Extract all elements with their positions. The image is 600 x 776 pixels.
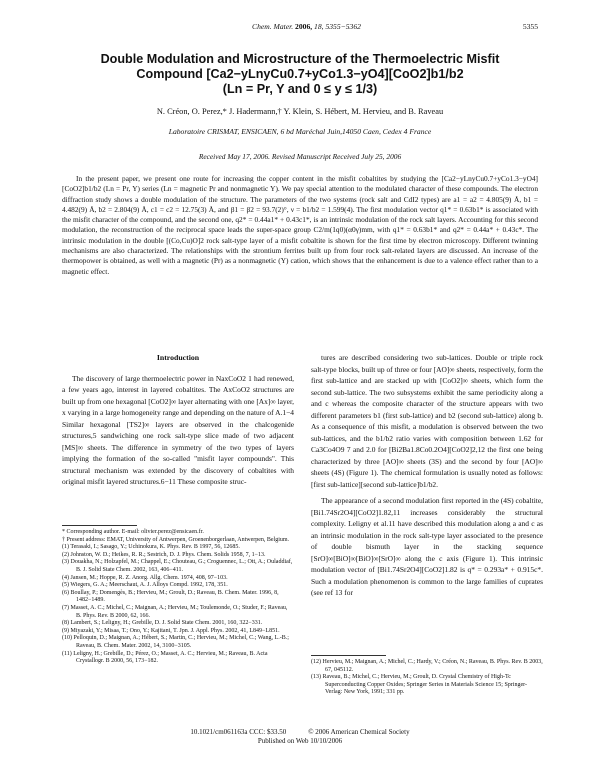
title-line-1: Double Modulation and Microstructure of the Thermoelectric Misfit — [100, 52, 500, 66]
intro-paragraph-3: The appearance of a second modulation first reported in the (4S) cobaltite, [Bi1.74Sr2O4][CoO2]1.82,11 increases considerably the structural complexity. Leligny et al.11 have described this modulation along a and c as an intrinsic modulation in the rock salt-type layer associated to the presence of double bismuth layer in the stacking sequence [SrO]∞[BiO]∞[BiO]∞[SrO]∞ along the c axis (Figure 1). This intrinsic modulation vector of [Bi1.74Sr2O4][CoO2]1.82 is q* = 0.293a* + 0.915c*. Such a modulation phenomenon is common to the large families of cuprates (see ref 13 for — [311, 496, 543, 597]
reference-item: (11) Leligny, H.; Grebille, D.; Pérez, O.; Masset, A. C.; Hervieu, M.; Raveau, B. Acta Crystallogr. B 2000, 56, 173−182. — [62, 650, 268, 665]
doi-price: 10.1021/cm061163a CCC: $33.50 — [190, 728, 287, 736]
title-line-2: Compound [Ca2−yLnyCu0.7+yCo1.3−yO4][CoO2]b1/b2 — [136, 67, 464, 81]
page-footer — [0, 728, 600, 746]
footnote-corresponding: * Corresponding author. E-mail: olivier.perez@ensicaen.fr. — [62, 529, 204, 535]
reference-item: (7) Masset, A. C.; Michel, C.; Maignan, A.; Hervieu, M.; Toulemonde, O.; Studer, F.; Raveau, B. Phys. Rev. B 2000, 62, 166. — [62, 604, 288, 619]
reference-item: (12) Hervieu, M.; Maignan, A.; Michel, C.; Hardy, V.; Créon, N.; Raveau, B. Phys. Rev. B 2003, 67, 045112. — [311, 659, 543, 673]
reference-item: (6) Boullay, P.; Domengès, B.; Hervieu, M.; Groult, D.; Raveau, B. Chem. Mater. 1996, 8, 1482−1489. — [62, 589, 279, 604]
article-title — [60, 52, 540, 97]
footnotes-right — [311, 659, 543, 697]
reference-item: (8) Lambert, S.; Leligny, H.; Grebille, D. J. Solid State Chem. 2001, 160, 322−331. — [62, 620, 263, 627]
reference-item: (9) Miyazaki, Y.; Misaa, T.; Ono, Y.; Kajitani, T. Jpn. J. Appl. Phys. 2002, 41, L849−L851. — [62, 627, 280, 634]
copyright: © 2006 American Chemical Society — [308, 728, 410, 736]
journal-citation: Chem. Mater. 2006, 18, 5355−5362 — [252, 22, 361, 31]
running-header — [0, 22, 600, 36]
section-heading-introduction: Introduction — [156, 353, 200, 362]
abstract: In the present paper, we present one route for increasing the copper content in the misfit cobaltites by studying the [Ca2−yLnyCu0.7+yCo1.3−yO4][CoO2]b1/b2 (Ln = Pr, Y) series (Ln = magnetic Pr and nonmagnetic Y). We pay special attention to the modulated character of these compounds. The electron diffraction study shows a double modulation of the structure. The parameters of the two systems (rock salt and CdI2 types) are a1 = a2 = 4.805(9) Å, b1 = 4.482(9) Å, b2 = 2.804(9) Å, c1 = c2 = 12.75(3) Å, and β1 = β2 = 93.7(2)°, ν = b1/b2 = 1.599(4). The first modulation vector q1* = 0.63b1* is associated with the misfit character of the compound, and the second one, q2* = 0.44a1* + 0.43c1*, is an intrinsic modulation of the rock salt layers. Accounting for this second modulation, the reconstruction of the reciprocal space leads the super-space group C2/m(1q0)(α0γ)mm, with q1* = 0.63b1* and q2* = 0.44a* + 0.43c*. The intrinsic modulation in the double [(Co,Cu)O]2 rock salt-type layer of a misfit cobaltite is shown for the first time by electron microscopy. Different twinning mechanisms are also characterized. The relationships with the strontium ferrites built up from four rock salt-related layers are discussed. An increase of the thermopower is obtained, as well with a magnetic (Pr) as a nonmagnetic (Y) cation, which shows that the enhancement is due to a valence effect rather than to a magnetic effect. — [62, 174, 538, 276]
title-line-3: (Ln = Pr, Y and 0 ≤ y ≤ 1/3) — [222, 82, 378, 96]
footnotes-left — [62, 529, 294, 666]
affiliation: Laboratoire CRISMAT, ENSICAEN, 6 bd Maréchal Juin,14050 Caen, Cedex 4 France — [168, 127, 432, 136]
footnote-present-address: † Present address: EMAT, University of Antwerpen, Groenenborgerlaan, Antwerpen, Belgium. — [62, 536, 290, 543]
reference-item: (13) Raveau, B.; Michel, C.; Hervieu, M.; Groult, D. Crystal Chemistry of High-Tc Superconducting Copper Oxides; Springer Series in Materials Science 15; Springer-Verlag: New York, 1991; 331 pp. — [311, 674, 528, 696]
author-list: N. Créon, O. Perez,* J. Hadermann,† Y. Klein, S. Hébert, M. Hervieu, and B. Raveau — [156, 107, 444, 116]
received-dates: Received May 17, 2006. Revised Manuscript Received July 25, 2006 — [198, 152, 402, 161]
footnote-divider-left — [62, 525, 137, 526]
reference-item: (1) Terasaki, I.; Sasago, Y.; Uchinokura, K. Phys. Rev. B 1997, 56, 12685. — [62, 544, 240, 551]
page-number: 5355 — [522, 22, 538, 31]
intro-paragraph-2: tures are described considering two sub-lattices. Double or triple rock salt-type blocks, built up of three or four [AO]∞ sheets, respectively, form the first sub-lattice and are stacked up with [CoO2]∞ sheets, which form the second sub-lattice. The two subsystems exhibit the same periodicity along a and c whereas the composite character of the structure appears with two different parameters b1 (first sub-lattice) and b2 (second sub-lattice) along b. As a consequence of this misfit, a modulation is observed between the two sub-lattices, and the b1/b2 ratio varies with composition between 1.62 for Ca3Co4O9 7 and 2.0 for [Bi2Ba1.8Co0.2O4][CoO2]2,12 the first one being characterized by three [AO]∞ sheets (3S) and the second by four [AO]∞ sheets (4S) (Figure 1). The chemical formulation is usually noted as follows: [first sub-lattice][second sub-lattice]b1/b2. — [311, 353, 543, 489]
reference-item: (5) Wiegers, G. A.; Meerschaut, A. J. Alloys Compd. 1992, 178, 351. — [62, 582, 228, 589]
left-column — [62, 352, 294, 488]
intro-paragraph-1: The discovery of large thermoelectric power in NaxCoO2 1 had renewed, a few years ago, interest in layered cobaltites. The AxCoO2 structures are built up from one hexagonal [CoO2]∞ layer alternating with one [Ax]∞ layer, x varying in a large homogeneity range and depending on the nature of A.1−4 Similar hexagonal [TS2]∞ layers are observed in the chalcogenide structures,5 sandwiching one rock salt-type slice made of two adjacent [MS]∞ sheets. The difference in symmetry of the two types of layers implying the formation of the so-called "misfit layer compounds". This structural mechanism was extended by the discovery of cobaltites with original misfit layered structures.6−11 These composite struc- — [62, 373, 294, 486]
footnote-divider-right — [311, 655, 386, 656]
reference-item: (4) Jansen, M.; Hoppe, R. Z. Anorg. Allg. Chem. 1974, 408, 97−103. — [62, 574, 228, 581]
reference-item: (2) Johnston, W. D.; Heikes, R. R.; Sestrich, D. J. Phys. Chem. Solids 1958, 7, 1−13. — [62, 551, 266, 558]
published-date: Published on Web 10/10/2006 — [257, 736, 343, 745]
reference-item: (3) Douakha, N.; Holzapfel, M.; Chappel, E.; Chouteau, G.; Croguennec, L.; Ott, A.; Ouladdiaf, B. J. Solid State Chem. 2002, 163, 406−411. — [62, 559, 293, 573]
right-column — [311, 352, 543, 599]
reference-item: (10) Pelloquin, D.; Maignan, A.; Hébert, S.; Martin, C.; Hervieu, M.; Michel, C.; Wang, L.-B.; Raveau, B. Chem. Mater. 2002, 14, 3100−3105. — [62, 635, 289, 649]
